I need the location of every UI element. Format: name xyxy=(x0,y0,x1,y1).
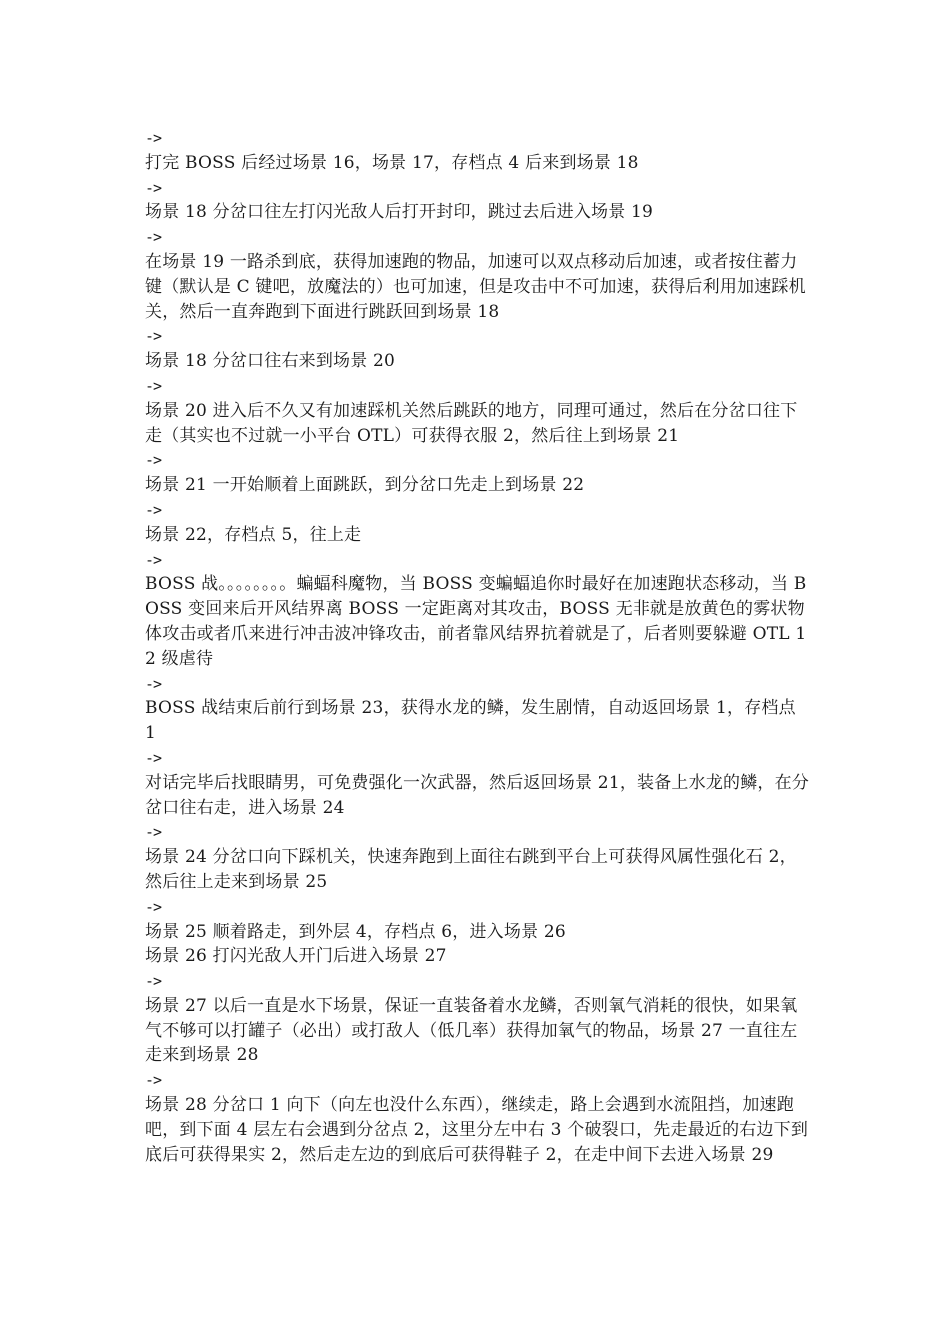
arrow-marker: -> xyxy=(145,550,162,569)
arrow-marker: -> xyxy=(145,500,162,519)
arrow-marker: -> xyxy=(145,451,162,470)
paragraph: 在场景 19 一路杀到底，获得加速跑的物品，加速可以双点移动后加速，或者按住蓄力键（默认是 C 键吧，放魔法的）也可加速，但是攻击中不可加速，获得后利用加速踩机关，然后一直奔跑到下面进行跳跃回到场景 18 xyxy=(145,251,806,322)
arrow-marker: -> xyxy=(145,178,162,197)
arrow-marker: -> xyxy=(145,972,162,991)
arrow-marker: -> xyxy=(145,228,162,247)
paragraph: 场景 27 以后一直是水下场景，保证一直装备着水龙鳞，否则氧气消耗的很快，如果氧气不够可以打罐子（必出）或打敌人（低几率）获得加氧气的物品，场景 27 一直往左走来到场景 28 xyxy=(145,995,798,1066)
paragraph: 场景 24 分岔口向下踩机关，快速奔跑到上面往右跳到平台上可获得风属性强化石 2，然后往上走来到场景 25 xyxy=(145,847,797,892)
paragraph: 打完 BOSS 后经过场景 16，场景 17，存档点 4 后来到场景 18 xyxy=(145,152,639,173)
paragraph: 场景 21 一开始顺着上面跳跃，到分岔口先走上到场景 22 xyxy=(145,475,585,496)
arrow-marker: -> xyxy=(145,376,162,395)
paragraph: 场景 25 顺着路走，到外层 4，存档点 6，进入场景 26 xyxy=(145,921,566,942)
arrow-marker: -> xyxy=(145,748,162,767)
paragraph: BOSS 战。。。。。。。。蝙蝠科魔物，当 BOSS 变蝙蝠追你时最好在加速跑状态移动，当 BOSS 变回来后开风结界离 BOSS 一定距离对其攻击，BOSS 无非就是放黄色的雾状物体攻击或者爪来进行冲击波冲锋攻击，前者靠风结界抗着就是了，后者则要躲避 OTL 12 级虐待 xyxy=(145,574,807,669)
paragraph: 场景 18 分岔口往左打闪光敌人后打开封印，跳过去后进入场景 19 xyxy=(145,202,654,223)
paragraph: 场景 22，存档点 5，往上走 xyxy=(145,524,362,545)
paragraph: 对话完毕后找眼睛男，可免费强化一次武器，然后返回场景 21，装备上水龙的鳞，在分岔口往右走，进入场景 24 xyxy=(145,772,810,818)
document-body xyxy=(145,126,810,1167)
arrow-marker: -> xyxy=(145,129,162,147)
arrow-marker: -> xyxy=(145,674,162,693)
arrow-marker: -> xyxy=(145,327,162,346)
paragraph: 场景 28 分岔口 1 向下（向左也没什么东西），继续走，路上会遇到水流阻挡，加速跑吧，到下面 4 层左右会遇到分岔点 2，这里分左中右 3 个破裂口，先走最近的右边下到底后可获得果实 2，然后走左边的到底后可获得鞋子 2，在走中间下去进入场景 29 xyxy=(145,1095,809,1165)
paragraph: BOSS 战结束后前行到场景 23，获得水龙的鳞，发生剧情，自动返回场景 1，存档点 1 xyxy=(145,698,802,744)
arrow-marker: -> xyxy=(145,1071,162,1090)
paragraph: 场景 20 进入后不久又有加速踩机关然后跳跃的地方，同理可通过，然后在分岔口往下走（其实也不过就一小平台 OTL）可获得衣服 2，然后往上到场景 21 xyxy=(145,400,798,446)
arrow-marker: -> xyxy=(145,897,162,916)
paragraph: 场景 26 打闪光敌人开门后进入场景 27 xyxy=(145,946,447,967)
paragraph: 场景 18 分岔口往右来到场景 20 xyxy=(145,351,396,372)
arrow-marker: -> xyxy=(145,823,162,842)
